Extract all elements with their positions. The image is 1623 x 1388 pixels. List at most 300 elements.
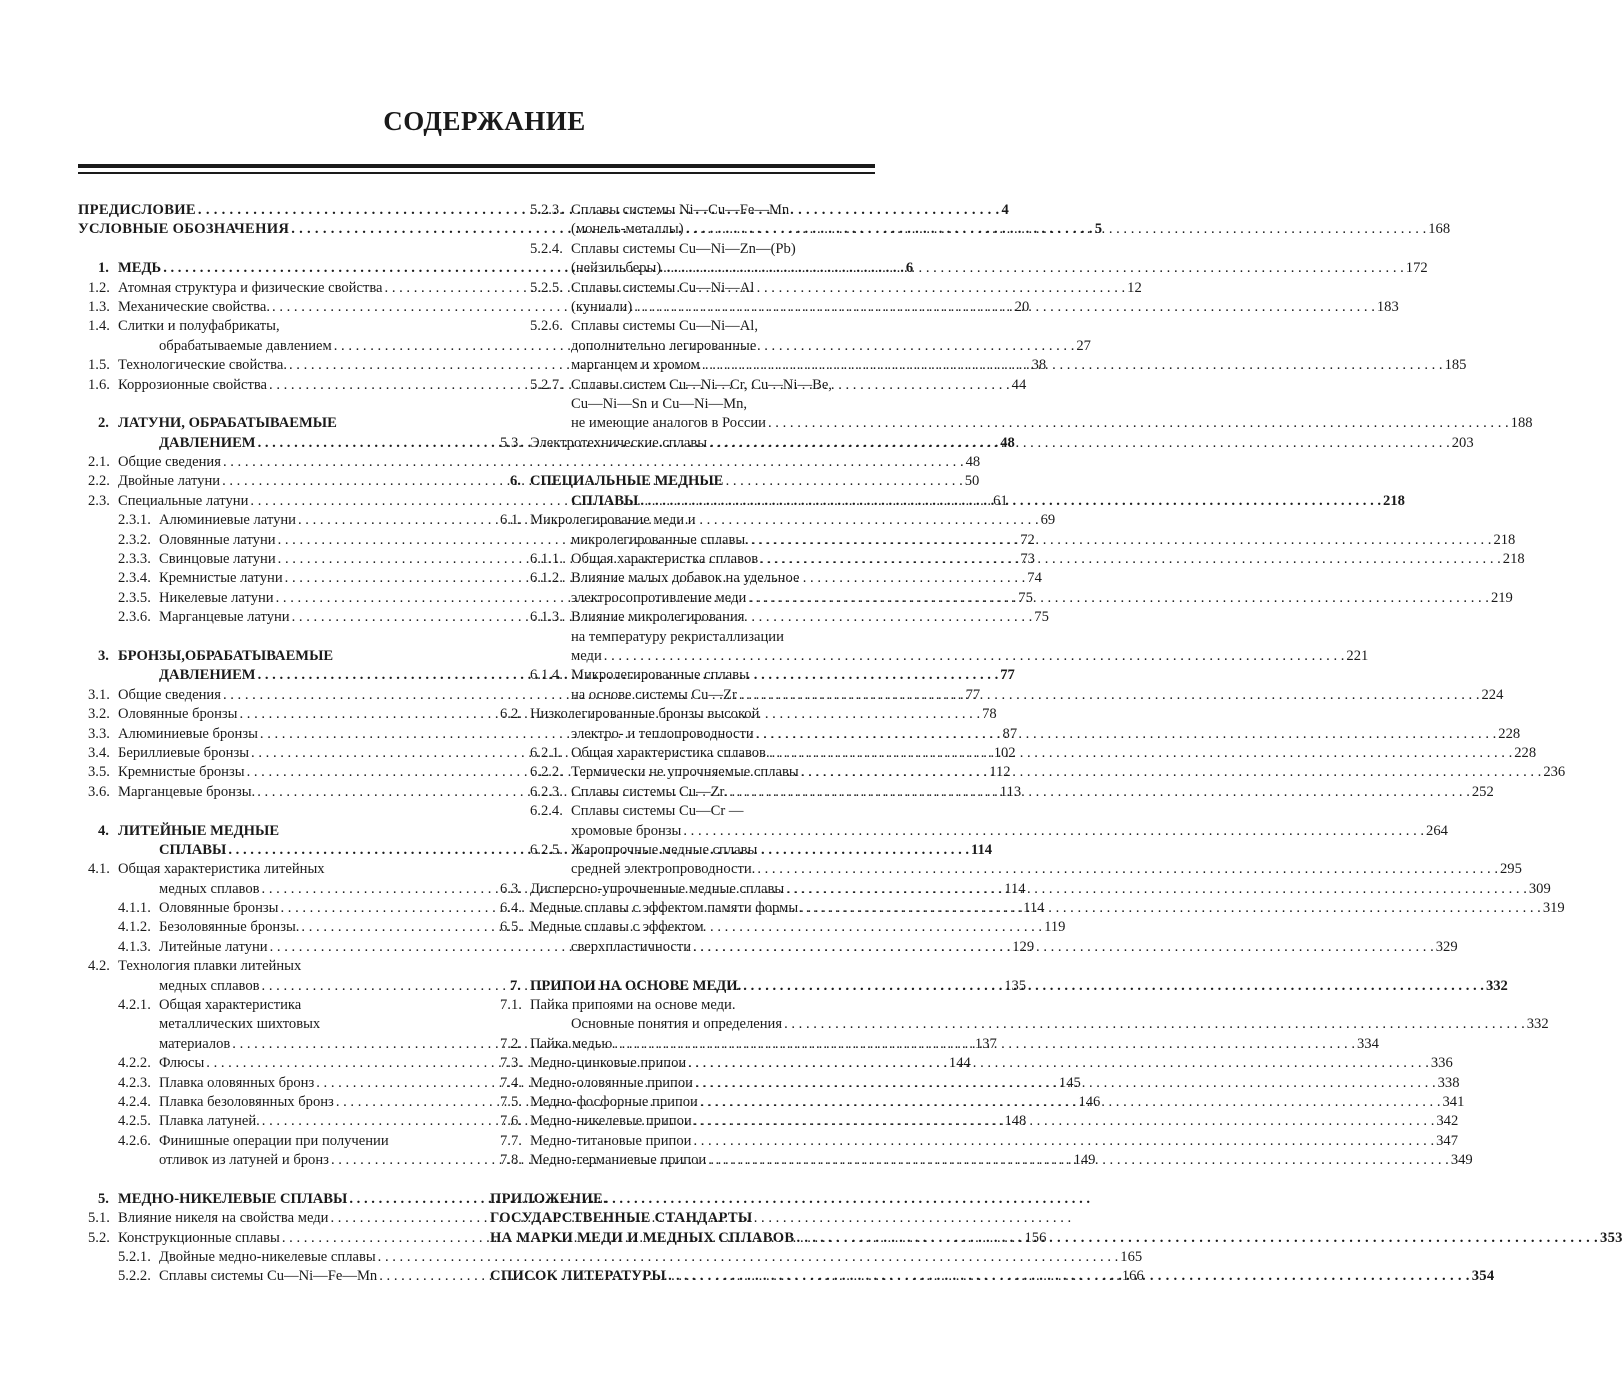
toc-entry-page: 236 (1543, 764, 1566, 781)
toc-entry-title: МЕДЬ (118, 260, 162, 277)
toc-entry-page: 252 (1471, 783, 1494, 800)
toc-entry-title: ЛИТЕЙНЫЕ МЕДНЫЕ (118, 822, 280, 839)
toc-spacer (78, 802, 461, 821)
toc-dot-leader (693, 1132, 1434, 1151)
toc-dot-leader (683, 822, 1424, 841)
toc-entry-title: Общая характеристика сплавов. (571, 744, 770, 761)
toc-entry-title: Медные сплавы с эффектом (530, 919, 704, 936)
toc-entry-title: Влияние никеля на свойства меди (118, 1210, 329, 1227)
toc-entry-page: 114 (1023, 900, 1045, 917)
toc-entry[interactable] (490, 666, 875, 685)
toc-entry-title: Низколегированные бронзы высокой (530, 706, 760, 723)
toc-entry-page: 78 (982, 706, 997, 723)
toc-entry-number: 7.8. (500, 1152, 522, 1169)
toc-entry-page: 149 (1073, 1152, 1096, 1169)
toc-entry-title: на основе системы Cu—Zr (571, 686, 737, 703)
toc-spacer (490, 453, 875, 472)
toc-entry-title: Общие сведения (118, 686, 221, 703)
toc-entry[interactable] (490, 337, 875, 356)
toc-dot-leader (768, 414, 1509, 433)
toc-entry-page: 332 (1485, 977, 1508, 994)
toc-dot-leader (700, 1093, 1441, 1112)
toc-entry-title: Флюсы (159, 1055, 205, 1072)
toc-entry-title: Безоловянные бронзы. (159, 919, 300, 936)
toc-entry-title: Сплавы систем Cu—Ni—Cr, Cu—Ni—Be, (571, 376, 832, 393)
toc-entry-page: 264 (1426, 822, 1448, 839)
toc-entry-title: Марганцевые бронзы. (118, 783, 256, 800)
toc-entry-title: микролегированные сплавы. (571, 531, 749, 548)
toc-entry-number: 6.1.2. (530, 570, 563, 587)
toc-dot-leader (800, 899, 1541, 918)
toc-entry-page: 27 (1076, 337, 1091, 354)
toc-dot-leader (695, 1074, 1436, 1093)
toc-entry-title: ЛАТУНИ, ОБРАБАТЫВАЕМЫЕ (118, 415, 337, 432)
toc-entry-title: Основные понятия и определения (571, 1016, 783, 1033)
toc-entry-page: 168 (1428, 221, 1451, 238)
toc-entry[interactable] (78, 414, 461, 433)
toc-entry[interactable] (490, 628, 875, 647)
toc-entry-number: 6.4. (500, 900, 522, 917)
toc-entry[interactable] (78, 1248, 1143, 1267)
toc-entry-number: 3.3. (88, 725, 110, 742)
toc-entry[interactable] (78, 647, 461, 666)
toc-entry-number: 2. (98, 415, 109, 432)
toc-entry-title: Сплавы системы Cu—Ni—Al (571, 279, 755, 296)
toc-entry-page: 77 (965, 686, 981, 703)
toc-entry-title: Общая характеристика (159, 997, 302, 1014)
toc-spacer (490, 1171, 875, 1190)
toc-entry-page: 354 (1471, 1268, 1495, 1285)
toc-entry-number: 5.2.3. (530, 202, 563, 218)
toc-entry-page: 114 (971, 841, 993, 858)
toc-entry[interactable] (490, 1132, 1458, 1151)
toc-dot-leader (634, 298, 1375, 317)
toc-entry[interactable] (78, 453, 981, 472)
toc-entry-title: Микролегированные сплавы (571, 667, 749, 684)
toc-entry[interactable] (490, 1015, 1549, 1034)
toc-entry[interactable] (490, 1190, 875, 1209)
toc-entry-number: 6.2.1. (530, 744, 563, 761)
toc-entry-number: 5.3. (500, 434, 522, 451)
toc-entry[interactable] (490, 841, 875, 860)
toc-entry-page: 295 (1499, 861, 1522, 878)
toc-entry-title: Cu—Ni—Sn и Cu—Ni—Mn, (571, 395, 748, 412)
toc-entry-title: Влияние микролегирования (571, 609, 745, 626)
toc-entry-number: 6.2.4. (530, 803, 563, 820)
toc-entry-number: 6.2.2. (530, 764, 563, 781)
toc-entry-number: 5.2.1. (118, 1249, 151, 1266)
toc-entry[interactable] (78, 317, 461, 336)
toc-entry-title: Оловянные бронзы (118, 706, 238, 723)
toc-entry-number: 6.1.3. (530, 609, 563, 626)
toc-entry-number: 3.2. (88, 706, 110, 723)
toc-entry[interactable] (490, 317, 875, 336)
toc-entry-number: 5.2.2. (118, 1268, 151, 1285)
toc-entry-title: Литейные латуни (159, 938, 268, 955)
toc-dot-leader (784, 1015, 1525, 1034)
toc-dot-leader (756, 725, 1497, 744)
toc-entry-title: Микролегирование меди и (530, 512, 696, 529)
toc-entry-page: 336 (1430, 1055, 1453, 1072)
toc-entry-page: 145 (1058, 1074, 1081, 1091)
toc-entry[interactable] (490, 376, 875, 395)
toc-entry-title: Марганцевые латуни (159, 609, 290, 626)
toc-entry-page: 75 (1018, 589, 1033, 606)
toc-entry-title: Коррозионные свойства (118, 376, 268, 393)
toc-dot-leader (604, 647, 1345, 666)
toc-entry-title: ПРИПОИ НА ОСНОВЕ МЕДИ. (530, 977, 742, 994)
toc-entry-title: Оловянные латуни (159, 531, 276, 548)
toc-entry-page: 72 (1020, 531, 1035, 548)
toc-entry-number: 6.2.5. (530, 841, 563, 858)
toc-entry-title: ДАВЛЕНИЕМ (159, 434, 256, 451)
toc-entry[interactable] (490, 569, 875, 588)
toc-entry[interactable] (490, 279, 875, 298)
toc-entry-page: 69 (1040, 512, 1056, 529)
toc-entry-title: Пайка припоями на основе меди. (530, 997, 736, 1014)
toc-entry-page: 347 (1436, 1132, 1458, 1149)
toc-entry-title: Плавка оловянных бронз (159, 1074, 315, 1091)
toc-entry-page: 172 (1405, 260, 1428, 277)
toc-entry-title: отливок из латуней и бронз (159, 1152, 329, 1169)
toc-entry[interactable] (78, 1209, 461, 1228)
toc-entry-page: 183 (1376, 298, 1399, 315)
toc-entry[interactable] (490, 201, 875, 220)
toc-entry-title: Общая характеристка сплавов (571, 551, 759, 568)
toc-entry-page: 144 (948, 1055, 971, 1072)
toc-entry-title: сверхпластичности (571, 938, 692, 955)
toc-entry-page: 75 (1034, 609, 1049, 626)
toc-entry-title: СПИСОК ЛИТЕРАТУРЫ (490, 1268, 667, 1285)
toc-entry-page: 113 (999, 783, 1022, 800)
toc-entry-title: (нейзильберы) (571, 260, 662, 277)
toc-entry-page: 73 (1020, 551, 1035, 568)
toc-entry-page: 228 (1514, 744, 1537, 761)
toc-dot-leader (796, 1229, 1598, 1248)
toc-entry-title: Сплавы системы Cu—Cr — (571, 803, 744, 820)
toc-entry-page: 185 (1444, 357, 1467, 374)
toc-entry-page: 166 (1121, 1268, 1144, 1285)
toc-entry-number: 4.1.1. (118, 900, 151, 917)
toc-entry-page: 4 (1001, 202, 1010, 218)
toc-entry-title: медных сплавов (159, 977, 260, 994)
toc-entry-title: Жаропрочные медные сплавы (571, 841, 758, 858)
toc-dot-leader (786, 880, 1527, 899)
toc-entry-number: 2.3. (88, 492, 110, 509)
toc-entry-number: 5. (98, 1190, 109, 1207)
toc-entry-title: Сплавы системы Cu—Ni—Fe—Mn (159, 1268, 378, 1285)
title-rule-thin (78, 172, 875, 174)
toc-entry-page: 219 (1490, 589, 1513, 606)
toc-entry-number: 6.1. (500, 512, 522, 529)
toc-entry-number: 5.2. (88, 1229, 110, 1246)
toc-dot-leader (614, 1035, 1355, 1054)
toc-entry-title: Медно-цинковые припои (530, 1055, 687, 1072)
toc-entry-page: 148 (1004, 1113, 1027, 1130)
toc-entry-title: ПРЕДИСЛОВИЕ (78, 202, 196, 218)
toc-entry-page: 77 (1000, 667, 1015, 684)
toc-entry-title: Алюминиевые бронзы (118, 725, 258, 742)
toc-entry-page: 114 (1004, 880, 1026, 897)
toc-entry-title: материалов (159, 1035, 231, 1052)
toc-entry-title: Кремнистые бронзы (118, 764, 245, 781)
toc-dot-leader (801, 763, 1542, 782)
toc-entry-number: 5.2.7. (530, 376, 563, 393)
toc-entry-title: Конструкционные сплавы (118, 1229, 280, 1246)
toc-entry-title: Слитки и полуфабрикаты, (118, 318, 280, 335)
toc-entry-number: 5.2.6. (530, 318, 563, 335)
toc-entry[interactable] (490, 1209, 875, 1228)
toc-entry-title: Бериллиевые бронзы (118, 744, 250, 761)
toc-entry[interactable] (490, 220, 1451, 239)
toc-entry-title: МЕДНО-НИКЕЛЕВЫЕ СПЛАВЫ (118, 1190, 348, 1207)
toc-entry[interactable] (490, 802, 875, 821)
toc-entry-number: 6.1.4. (530, 667, 563, 684)
toc-entry-title: СПЛАВЫ (571, 492, 639, 509)
toc-entry-title: БРОНЗЫ,ОБРАБАТЫВАЕМЫЕ (118, 647, 334, 664)
toc-entry-title: Сплавы системы Cu—Ni—Zn—(Pb) (571, 240, 796, 257)
toc-entry[interactable] (490, 240, 875, 259)
toc-entry[interactable] (490, 259, 1428, 278)
toc-entry-number: 1.5. (88, 357, 110, 374)
toc-entry-title: Финишные операции при получении (159, 1132, 389, 1149)
toc-entry-title: Дисперсно-упрочненные медные сплавы (530, 880, 785, 897)
toc-entry-title: Алюминиевые латуни (159, 512, 296, 529)
toc-entry-title: Медно-никелевые припои (530, 1113, 692, 1130)
toc-entry-title: Медно-титановые припои (530, 1132, 692, 1149)
page-title: СОДЕРЖАНИЕ (383, 106, 586, 136)
toc-entry-title: металлических шихтовых (159, 1016, 321, 1033)
toc-entry-page: 332 (1526, 1016, 1549, 1033)
toc-entry-page: 6 (905, 260, 914, 277)
toc-entry-title: СПЕЦИАЛЬНЫЕ МЕДНЫЕ (530, 473, 724, 490)
title-rule-thick (78, 164, 875, 168)
toc-spacer (490, 1248, 875, 1267)
toc-entry-number: 3. (98, 647, 109, 664)
toc-entry-page: 102 (993, 744, 1016, 761)
toc-entry[interactable] (78, 996, 461, 1015)
toc-entry-page: 329 (1435, 938, 1458, 955)
toc-entry[interactable] (78, 1132, 461, 1151)
toc-entry-number: 5.1. (88, 1210, 110, 1227)
toc-entry-number: 7. (510, 977, 521, 994)
toc-spacer (78, 395, 461, 414)
toc-entry-title: ПРИЛОЖЕНИЕ. (490, 1190, 608, 1207)
toc-entry-number: 6.1.1. (530, 551, 563, 568)
toc-entry-title: хромовые бронзы (571, 822, 682, 839)
toc-entry-title: Общие сведения (118, 454, 221, 471)
toc-entry-page: 44 (1011, 376, 1027, 393)
toc-entry-page: 12 (1127, 279, 1142, 296)
toc-entry-number: 1.3. (88, 298, 110, 315)
toc-entry-number: 4.1. (88, 861, 110, 878)
toc-entry-title: Термически не упрочняемые сплавы (571, 764, 799, 781)
toc-entry-number: 4.2.6. (118, 1132, 151, 1149)
toc-entry-page: 188 (1510, 415, 1533, 432)
toc-dot-leader (688, 1054, 1429, 1073)
toc-entry-page: 353 (1599, 1229, 1623, 1246)
toc-entry-number: 4.1.3. (118, 938, 151, 955)
toc-entry-page: 218 (1383, 492, 1405, 509)
toc-entry-number: 2.3.1. (118, 512, 151, 529)
toc-entry-title: Атомная структура и физические свойства (118, 279, 383, 296)
toc-entry-page: 349 (1450, 1152, 1473, 1169)
toc-entry-number: 1.2. (88, 279, 110, 296)
toc-dot-leader (757, 860, 1498, 879)
toc-entry-page: 48 (965, 454, 981, 471)
toc-entry-title: средней электропроводности. (571, 861, 756, 878)
toc-entry-title: обрабатываемые давлением (159, 337, 332, 354)
toc-spacer (78, 1171, 461, 1190)
toc-entry-page: 20 (1014, 298, 1030, 315)
toc-entry-number: 6.2.3. (530, 783, 563, 800)
toc-entry-number: 4. (98, 822, 109, 839)
toc-entry-number: 3.5. (88, 764, 110, 781)
toc-entry-title: Сплавы системы Ni—Cu—Fe—Mn (571, 202, 790, 218)
toc-entry-page: 137 (974, 1035, 997, 1052)
toc-dot-leader (760, 550, 1501, 569)
toc-entry-title: Электротехнические сплавы (530, 434, 708, 451)
toc-entry[interactable] (78, 860, 461, 879)
toc-entry-page: 319 (1542, 900, 1565, 917)
toc-entry-page: 342 (1436, 1113, 1459, 1130)
toc-entry-page: 203 (1451, 434, 1474, 451)
toc-entry-title: марганцем и хромом (571, 357, 700, 374)
toc-entry[interactable] (490, 472, 875, 491)
toc-entry-number: 4.2.4. (118, 1093, 151, 1110)
toc-entry-title: УСЛОВНЫЕ ОБОЗНАЧЕНИЯ (78, 221, 290, 238)
toc-entry-number: 3.1. (88, 686, 110, 703)
toc-entry-title: медных сплавов (159, 880, 260, 897)
toc-dot-leader (663, 259, 1404, 278)
toc-entry-title: Пайка медью (530, 1035, 613, 1052)
toc-entry-page: 87 (1002, 725, 1018, 742)
toc-entry-title: Специальные латуни (118, 492, 249, 509)
toc-entry-number: 7.7. (500, 1132, 522, 1149)
toc-entry-title: электросопротивление меди (571, 589, 747, 606)
toc-entry-number: 4.2. (88, 958, 110, 975)
toc-entry-page: 119 (1044, 919, 1066, 936)
toc-entry-page: 156 (1024, 1229, 1047, 1246)
toc-entry-page: 341 (1442, 1093, 1465, 1110)
toc-entry-title: Двойные латуни (118, 473, 221, 490)
toc-dot-leader (743, 977, 1484, 996)
toc-entry-page: 218 (1502, 551, 1525, 568)
toc-entry-number: 1.4. (88, 318, 110, 335)
toc-dot-leader (708, 1151, 1449, 1170)
toc-entry-title: меди (571, 647, 602, 664)
toc-entry[interactable] (490, 608, 875, 627)
toc-entry-title: на температуру рекристаллизации (571, 628, 784, 645)
toc-dot-leader (694, 1112, 1435, 1131)
toc-entry-title: (монель-металлы) (571, 221, 684, 238)
toc-entry[interactable] (78, 822, 461, 841)
toc-entry-title: Никелевые латуни (159, 589, 274, 606)
toc-entry-title: ДАВЛЕНИЕМ (159, 667, 256, 684)
toc-entry-page: 112 (989, 764, 1011, 781)
toc-entry-number: 7.4. (500, 1074, 522, 1091)
toc-entry-page: 74 (1027, 570, 1042, 587)
toc-dot-leader (668, 1267, 1470, 1286)
toc-entry[interactable] (490, 647, 1369, 666)
toc-entry-page: 338 (1437, 1074, 1460, 1091)
toc-entry-page: 135 (1004, 977, 1027, 994)
toc-entry-number: 5.2.4. (530, 240, 563, 257)
toc-entry[interactable] (490, 918, 875, 937)
toc-entry[interactable] (490, 705, 875, 724)
toc-entry-number: 6.2. (500, 706, 522, 723)
toc-entry-page: 129 (1012, 938, 1035, 955)
toc-dot-leader (702, 356, 1443, 375)
toc-entry-page: 48 (1000, 434, 1015, 451)
toc-entry-title: дополнительно легированные (571, 337, 757, 354)
toc-entry[interactable] (490, 860, 1522, 879)
toc-entry-page: 5 (1094, 221, 1103, 238)
toc-entry-number: 6.3. (500, 880, 522, 897)
toc-entry-title: (куниали) (571, 298, 633, 315)
toc-entry-page: 61 (993, 492, 1008, 509)
toc-entry-number: 1.6. (88, 376, 110, 393)
toc-dot-leader (686, 220, 1427, 239)
toc-entry-number: 7.1. (500, 997, 522, 1014)
toc-entry-page: 50 (964, 473, 980, 490)
toc-entry[interactable] (490, 395, 875, 414)
toc-entry-number: 7.3. (500, 1055, 522, 1072)
toc-entry-number: 4.2.3. (118, 1074, 151, 1091)
toc-dot-leader (748, 589, 1489, 608)
toc-entry-page: 334 (1356, 1035, 1379, 1052)
toc-entry-title: Плавка латуней. (159, 1113, 260, 1130)
toc-entry-number: 7.5. (500, 1093, 522, 1110)
toc-entry[interactable] (490, 996, 875, 1015)
toc-entry-title: не имеющие аналогов в России (571, 415, 766, 432)
toc-entry-title: Медно-германиевые припои (530, 1152, 707, 1169)
toc-entry-title: СПЛАВЫ (159, 841, 227, 858)
toc-entry-number: 2.3.4. (118, 570, 151, 587)
toc-entry-title: Оловянные бронзы (159, 900, 279, 917)
toc-dot-leader (640, 492, 1381, 511)
toc-entry-title: Медно-оловянные припои (530, 1074, 693, 1091)
toc-entry-page: 165 (1120, 1249, 1143, 1266)
toc-entry[interactable] (490, 822, 1448, 841)
toc-entry[interactable] (78, 1190, 461, 1209)
toc-entry-title: ГОСУДАРСТВЕННЫЕ СТАНДАРТЫ (490, 1210, 753, 1227)
toc-entry-page: 218 (1493, 531, 1516, 548)
toc-dot-leader (729, 783, 1470, 802)
toc-entry-page: 38 (1031, 357, 1047, 374)
toc-entry-title: НА МАРКИ МЕДИ И МЕДНЫХ СПЛАВОВ (490, 1229, 795, 1246)
toc-dot-leader (772, 744, 1513, 763)
toc-entry-title: Сплавы системы Cu—Ni—Al, (571, 318, 759, 335)
toc-entry-page: 224 (1481, 686, 1504, 703)
toc-dot-leader (693, 938, 1434, 957)
toc-dot-leader (751, 531, 1492, 550)
toc-entry-number: 2.1. (88, 454, 110, 471)
toc-entry-number: 5.2.5. (530, 279, 563, 296)
toc-entry-number: 7.2. (500, 1035, 522, 1052)
toc-entry[interactable] (490, 414, 1533, 433)
toc-entry[interactable] (78, 1015, 461, 1034)
toc-spacer (78, 628, 461, 647)
toc-entry-number: 4.1.2. (118, 919, 151, 936)
toc-entry-page: 221 (1346, 647, 1369, 664)
toc-entry[interactable] (78, 957, 461, 976)
toc-entry[interactable] (490, 511, 875, 530)
toc-entry-number: 4.2.1. (118, 997, 151, 1014)
toc-entry-number: 7.6. (500, 1113, 522, 1130)
toc-entry-title: Кремнистые латуни (159, 570, 283, 587)
toc-spacer (490, 957, 875, 976)
